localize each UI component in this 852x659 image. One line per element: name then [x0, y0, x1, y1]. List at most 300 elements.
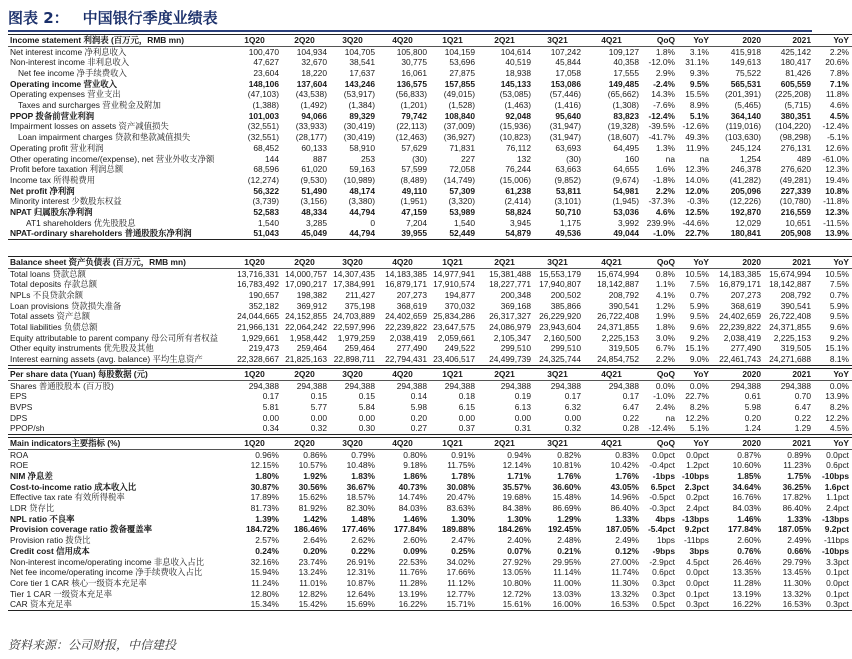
- row-label: Shares 普通股股本 (百万股): [10, 380, 114, 391]
- figure-title: [8, 7, 218, 29]
- row-value: 144: [265, 153, 279, 164]
- row-value: 40,519: [505, 57, 531, 68]
- row-value: 11.28%: [399, 577, 427, 588]
- column-header: 1Q20: [230, 35, 282, 47]
- row-value: 44,794: [330, 228, 378, 239]
- row-value: 11.01%: [299, 577, 327, 588]
- row-value: 16.76%: [732, 492, 761, 503]
- row-value: -12.4%: [648, 110, 675, 121]
- row-value: 0.1pct: [686, 588, 709, 599]
- table-row: [8, 301, 852, 312]
- column-header: 1Q20: [230, 369, 282, 381]
- row-value: 64,495: [613, 142, 639, 153]
- row-value: 6.15: [458, 402, 475, 412]
- row-value: (18,607): [607, 132, 639, 143]
- row-value: 0.0pct: [686, 567, 709, 578]
- column-header: YoY: [814, 35, 852, 47]
- row-value: 0.0pct: [686, 577, 709, 588]
- row-value: 0.14: [410, 391, 427, 402]
- row-value: 13.24%: [298, 567, 327, 578]
- row-value: 369,912: [296, 300, 327, 311]
- row-value: 63,693: [555, 142, 581, 153]
- row-value: 0.87%: [737, 449, 761, 460]
- section-title: Per share data (Yuan) 每股数据 (元): [8, 369, 230, 381]
- row-value: (5,715): [784, 100, 811, 111]
- row-label: NPL ratio 不良率: [10, 513, 75, 524]
- row-value: 190,657: [248, 290, 279, 300]
- row-value: 2.47%: [451, 535, 475, 546]
- row-value: -37.3%: [648, 196, 675, 207]
- row-value: 0.17: [564, 391, 581, 402]
- row-value: 15,553,179: [539, 268, 581, 279]
- row-value: 10.48%: [346, 460, 375, 471]
- row-value: 26,722,408: [769, 311, 811, 322]
- row-value: 2.57%: [255, 535, 279, 546]
- row-value: 9.6%: [829, 322, 849, 333]
- column-header: 3Q20: [330, 35, 378, 47]
- row-value: -0.3%: [687, 196, 709, 207]
- row-value: 61,238: [505, 185, 531, 196]
- row-value: 56,322: [253, 185, 279, 196]
- figure-number: 图表 2：: [8, 9, 69, 27]
- row-value: 26,229,920: [539, 311, 581, 322]
- row-value: 200,502: [550, 290, 581, 300]
- row-value: 0.96%: [255, 449, 279, 460]
- row-value: 5.98: [744, 402, 761, 412]
- row-value: 136,575: [396, 78, 427, 89]
- row-value: (30): [412, 153, 427, 164]
- row-value: (65,662): [607, 89, 639, 100]
- table-row: [8, 311, 852, 322]
- per-share-table: [8, 368, 852, 435]
- table-row: [8, 132, 852, 143]
- row-value: 1.29: [764, 423, 814, 434]
- figure-title-text: 中国银行季度业绩表: [82, 9, 218, 27]
- row-value: 249,522: [444, 343, 475, 354]
- row-value: 1.78%: [451, 471, 475, 481]
- row-value: 15,674,994: [769, 268, 811, 279]
- row-value: 205,096: [730, 185, 761, 196]
- row-value: 227,339: [780, 185, 811, 196]
- row-label: Minority interest 少数股东权益: [10, 196, 122, 207]
- row-value: 75,522: [735, 68, 761, 78]
- row-value: 0.22: [794, 412, 811, 423]
- table-row: [8, 482, 852, 493]
- row-value: 8.9%: [689, 100, 709, 111]
- table-row: [8, 344, 852, 355]
- table-row: [8, 333, 852, 344]
- row-value: 0.00: [262, 412, 279, 423]
- row-label: Equity attributable to parent company 母公司所有者权益: [10, 332, 219, 343]
- row-value: 81,426: [785, 68, 811, 78]
- row-value: (14,749): [443, 174, 475, 185]
- row-value: 12.77%: [446, 588, 475, 599]
- row-value: 24,402,659: [719, 311, 761, 322]
- row-value: 18,142,887: [769, 279, 811, 290]
- row-value: 57,629: [401, 142, 427, 153]
- row-value: 23,943,604: [539, 322, 581, 333]
- row-value: 104,614: [500, 46, 531, 57]
- row-value: 22,461,743: [712, 354, 764, 365]
- column-header: 2020: [712, 35, 764, 47]
- row-value: 22,239,822: [385, 322, 427, 333]
- row-value: 24,325,744: [534, 354, 584, 365]
- row-value: 60,133: [301, 142, 327, 153]
- column-header: YoY: [678, 369, 712, 381]
- row-value: 2.60%: [403, 535, 427, 546]
- row-value: 0.00: [310, 412, 327, 423]
- column-header: 1Q21: [430, 369, 478, 381]
- table-row: [8, 460, 852, 471]
- row-value: (10,823): [499, 132, 531, 143]
- row-value: 13.45%: [782, 567, 811, 578]
- row-value: 180,841: [712, 228, 764, 239]
- row-value: 294,388: [500, 380, 531, 391]
- table-row: [8, 514, 852, 525]
- row-label: Non-interest income/operating income 非息收入占比: [10, 556, 205, 567]
- row-value: 13,716,331: [237, 268, 279, 279]
- row-value: 18.57%: [346, 492, 375, 503]
- row-value: 9.2%: [829, 332, 849, 343]
- table-row: [8, 100, 852, 111]
- row-value: 16.00%: [534, 599, 584, 610]
- row-value: 294,388: [780, 380, 811, 391]
- row-value: 11.75%: [447, 460, 475, 471]
- row-value: 0.0%: [829, 380, 849, 391]
- row-value: 15.1%: [685, 343, 709, 354]
- table-row: [8, 57, 852, 68]
- row-value: 1.2%: [655, 300, 675, 311]
- row-value: 15.5%: [685, 89, 709, 100]
- row-value: 276,620: [780, 164, 811, 175]
- table-row: [8, 471, 852, 482]
- table-row: [8, 122, 852, 133]
- row-value: 14.3%: [651, 89, 675, 100]
- row-value: 76,112: [506, 142, 531, 153]
- row-label: Loan impairment charges 贷款和垫款减值损失: [18, 132, 191, 143]
- row-value: 12.3%: [825, 164, 849, 175]
- row-value: 2,038,419: [723, 332, 761, 343]
- row-value: 0.79%: [351, 449, 375, 460]
- row-value: (3,320): [448, 196, 475, 207]
- row-value: 86.40%: [782, 503, 811, 514]
- row-value: 2.3pct: [684, 481, 709, 492]
- main-indicators-table: [8, 437, 852, 611]
- row-value: 0.17: [622, 391, 639, 402]
- row-value: 11.12%: [447, 577, 475, 588]
- row-value: -2.9pct: [649, 556, 675, 567]
- row-value: 16.22%: [712, 599, 764, 610]
- row-value: na: [665, 412, 675, 423]
- row-value: (47,103): [247, 89, 279, 100]
- row-value: na: [699, 153, 709, 164]
- row-value: 48,174: [349, 185, 375, 196]
- row-value: 34.02%: [446, 556, 475, 567]
- table-row: [8, 268, 852, 279]
- row-value: -1bps: [652, 471, 675, 481]
- row-value: 21,966,131: [237, 322, 279, 333]
- row-value: 12.80%: [250, 588, 279, 599]
- row-value: 21,825,163: [282, 354, 330, 365]
- row-value: -0.5pct: [649, 492, 675, 503]
- row-value: 0.20: [410, 412, 427, 423]
- row-label: Effective tax rate 有效所得税率: [10, 492, 125, 503]
- row-value: 51,043: [230, 228, 282, 239]
- row-value: 5.84: [358, 402, 375, 412]
- section-header-row: [8, 438, 852, 450]
- row-value: 5.81: [262, 402, 279, 412]
- table-row: [8, 154, 852, 165]
- row-label: Credit cost 信用成本: [10, 545, 90, 556]
- row-value: -10bps: [822, 471, 849, 481]
- row-value: 0.21%: [557, 545, 581, 556]
- row-value: 17,940,807: [539, 279, 581, 290]
- source-note: 资料来源：公司财报，中信建投: [8, 638, 177, 652]
- row-value: 294,388: [344, 380, 375, 391]
- row-value: na: [665, 153, 675, 164]
- row-label: Net profit 净利润: [10, 185, 75, 196]
- column-header: QoQ: [642, 369, 678, 381]
- column-header: 2021: [764, 369, 814, 381]
- row-value: 10.57%: [298, 460, 327, 471]
- row-value: (9,852): [554, 174, 581, 185]
- row-value: (32,551): [247, 132, 279, 143]
- row-value: 1.24: [712, 423, 764, 434]
- row-value: 13.9%: [825, 391, 849, 402]
- column-header: 1Q20: [230, 257, 282, 269]
- row-value: 1.48%: [351, 513, 375, 524]
- row-value: 0.07%: [507, 545, 531, 556]
- row-value: 9.5%: [829, 311, 849, 322]
- row-value: 45,844: [555, 57, 581, 68]
- row-value: (30,419): [343, 121, 375, 132]
- row-value: 294,388: [248, 380, 279, 391]
- row-value: 58,824: [505, 206, 531, 217]
- row-value: 7.5%: [689, 279, 709, 290]
- row-value: 54,879: [478, 228, 534, 239]
- row-value: 14.96%: [610, 492, 639, 503]
- row-value: 22,239,822: [719, 322, 761, 333]
- row-value: (9,530): [300, 174, 327, 185]
- row-value: 1.1%: [655, 279, 675, 290]
- row-value: 15,674,994: [597, 268, 639, 279]
- row-value: 5.9%: [829, 300, 849, 311]
- column-header: YoY: [814, 257, 852, 269]
- row-value: 11.24%: [251, 577, 279, 588]
- row-value: 29.79%: [782, 556, 811, 567]
- row-value: 259,464: [344, 343, 375, 354]
- row-value: 83.63%: [446, 503, 475, 514]
- row-value: -12.0%: [648, 57, 675, 68]
- row-value: 5.98: [410, 402, 427, 412]
- row-value: 0.00: [358, 412, 375, 423]
- row-value: -5.1%: [827, 132, 849, 143]
- row-value: 24,371,855: [597, 322, 639, 333]
- row-value: 18,938: [505, 68, 531, 78]
- row-value: (43,538): [295, 89, 327, 100]
- row-value: 45,049: [282, 228, 330, 239]
- row-value: 0.89%: [787, 449, 811, 460]
- row-value: 12.82%: [298, 588, 327, 599]
- row-value: 368,619: [396, 300, 427, 311]
- row-value: 1.2pct: [686, 460, 709, 471]
- row-value: 36.60%: [552, 481, 581, 492]
- table-row: [8, 175, 852, 186]
- row-value: 2,160,500: [543, 332, 581, 343]
- row-value: 380,351: [780, 110, 811, 121]
- row-value: 137,604: [296, 78, 327, 89]
- row-value: 0.76%: [737, 545, 761, 556]
- column-header: 2Q20: [282, 35, 330, 47]
- row-value: 8.2%: [829, 402, 849, 412]
- row-value: 0.1pct: [826, 588, 849, 599]
- row-label: Core tier 1 CAR 核心一级资本充足率: [10, 577, 147, 588]
- row-value: 375,198: [344, 300, 375, 311]
- row-value: (12,226): [729, 196, 761, 207]
- table-row: [8, 46, 852, 57]
- row-value: -10bps: [822, 545, 849, 556]
- table-row: [8, 218, 852, 229]
- row-value: 108,840: [444, 110, 475, 121]
- row-value: 1,929,661: [241, 332, 279, 343]
- row-value: (30): [566, 153, 581, 164]
- row-value: 8.2%: [689, 402, 709, 412]
- row-value: 0.5pct: [642, 599, 678, 610]
- row-value: 9.0%: [678, 354, 712, 365]
- row-value: 16,879,171: [719, 279, 761, 290]
- row-value: 189.88%: [441, 524, 475, 535]
- row-value: (56,833): [395, 89, 427, 100]
- row-value: 14,183,385: [385, 268, 427, 279]
- row-value: 352,182: [248, 300, 279, 311]
- row-value: 4.5%: [814, 423, 852, 434]
- row-value: 40,358: [613, 57, 639, 68]
- row-value: 1.71%: [507, 471, 531, 481]
- column-header: QoQ: [642, 257, 678, 269]
- row-value: 76,244: [505, 164, 531, 175]
- row-value: 1.30%: [451, 513, 475, 524]
- row-value: 47,627: [253, 57, 279, 68]
- row-value: 22,794,431: [378, 354, 430, 365]
- row-label: Provision coverage ratio 拨备覆盖率: [10, 524, 152, 535]
- row-value: 23,406,517: [430, 354, 478, 365]
- column-header: 2Q21: [478, 369, 534, 381]
- row-value: 11.23%: [783, 460, 811, 471]
- row-value: 38,541: [349, 57, 375, 68]
- row-value: 319,505: [780, 343, 811, 354]
- row-value: 71,831: [449, 142, 475, 153]
- row-value: (28,177): [295, 132, 327, 143]
- row-value: 11.30%: [783, 577, 811, 588]
- row-value: -7.6%: [653, 100, 675, 111]
- row-label: Operating profit 营业利润: [10, 142, 104, 153]
- row-value: 13.19%: [398, 588, 427, 599]
- row-value: 2,038,419: [389, 332, 427, 343]
- section-title: Balance sheet 资产负债表 (百万元，RMB mn): [8, 257, 230, 269]
- row-value: 153,086: [550, 78, 581, 89]
- table-row: [8, 492, 852, 503]
- column-header: YoY: [814, 438, 852, 450]
- column-header: 3Q21: [534, 438, 584, 450]
- row-value: 1.1pct: [826, 492, 849, 503]
- row-value: (1,945): [612, 196, 639, 207]
- row-value: (1,388): [252, 100, 279, 111]
- row-value: 86.40%: [610, 503, 639, 514]
- row-value: 10.80%: [502, 577, 531, 588]
- row-value: 0.37: [430, 423, 478, 434]
- row-value: 227: [461, 153, 475, 164]
- row-value: (225,208): [775, 89, 811, 100]
- column-header: QoQ: [642, 35, 678, 47]
- row-value: (30,419): [343, 132, 375, 143]
- row-label: Profit before taxation 利润总额: [10, 164, 124, 175]
- row-value: (1,951): [400, 196, 427, 207]
- row-value: 15.62%: [298, 492, 327, 503]
- row-value: 17,555: [613, 68, 639, 78]
- row-value: 0.22%: [351, 545, 375, 556]
- row-value: 0.8%: [655, 268, 675, 279]
- row-value: 25,834,286: [433, 311, 475, 322]
- row-value: 1,540: [258, 217, 279, 228]
- row-label: DPS: [10, 412, 28, 423]
- row-value: 49,110: [401, 185, 427, 196]
- row-value: 1.80%: [255, 471, 279, 481]
- row-value: 15.48%: [552, 492, 581, 503]
- row-value: 24,371,855: [769, 322, 811, 333]
- row-value: -11bps: [824, 535, 849, 546]
- row-value: 1.6%: [655, 164, 675, 175]
- row-value: 390,541: [780, 300, 811, 311]
- row-value: 1,958,442: [289, 332, 327, 343]
- row-label: Net interest income 净利息收入: [10, 46, 127, 57]
- row-value: 370,032: [444, 300, 475, 311]
- row-value: 0.25%: [451, 545, 475, 556]
- row-value: 24,703,889: [333, 311, 375, 322]
- row-value: 68,452: [253, 142, 279, 153]
- row-value: 0: [370, 217, 375, 228]
- row-value: 24,499,739: [478, 354, 534, 365]
- row-value: 15.94%: [250, 567, 279, 578]
- row-value: 11.00%: [553, 577, 581, 588]
- row-value: 239.9%: [646, 217, 675, 228]
- row-value: 14,977,941: [433, 268, 475, 279]
- row-label: Taxes and surcharges 营业税金及附加: [18, 100, 161, 111]
- row-value: 30.08%: [446, 481, 475, 492]
- row-value: 57,599: [401, 164, 427, 175]
- row-value: 294,388: [444, 380, 475, 391]
- row-value: 2,225,153: [773, 332, 811, 343]
- row-value: 11.28%: [733, 577, 761, 588]
- row-value: 2,105,347: [493, 332, 531, 343]
- row-value: (33,933): [295, 121, 327, 132]
- row-value: 0.32: [282, 423, 330, 434]
- row-value: 8.1%: [814, 354, 852, 365]
- row-value: (5,465): [734, 100, 761, 111]
- row-value: -9bps: [652, 545, 675, 556]
- row-value: 10.60%: [732, 460, 761, 471]
- row-value: 4.5%: [829, 110, 849, 121]
- row-value: 489: [797, 153, 811, 164]
- row-value: 1.33%: [615, 513, 639, 524]
- row-value: 26,722,408: [597, 311, 639, 322]
- row-value: 30.87%: [250, 481, 279, 492]
- row-label: CAR 资本充足率: [8, 599, 230, 610]
- row-value: 0.24%: [255, 545, 279, 556]
- row-label: AT1 shareholders 优先股股息: [26, 217, 136, 228]
- row-value: 107,242: [550, 46, 581, 57]
- row-value: 16,879,171: [385, 279, 427, 290]
- row-value: 19.4%: [825, 174, 849, 185]
